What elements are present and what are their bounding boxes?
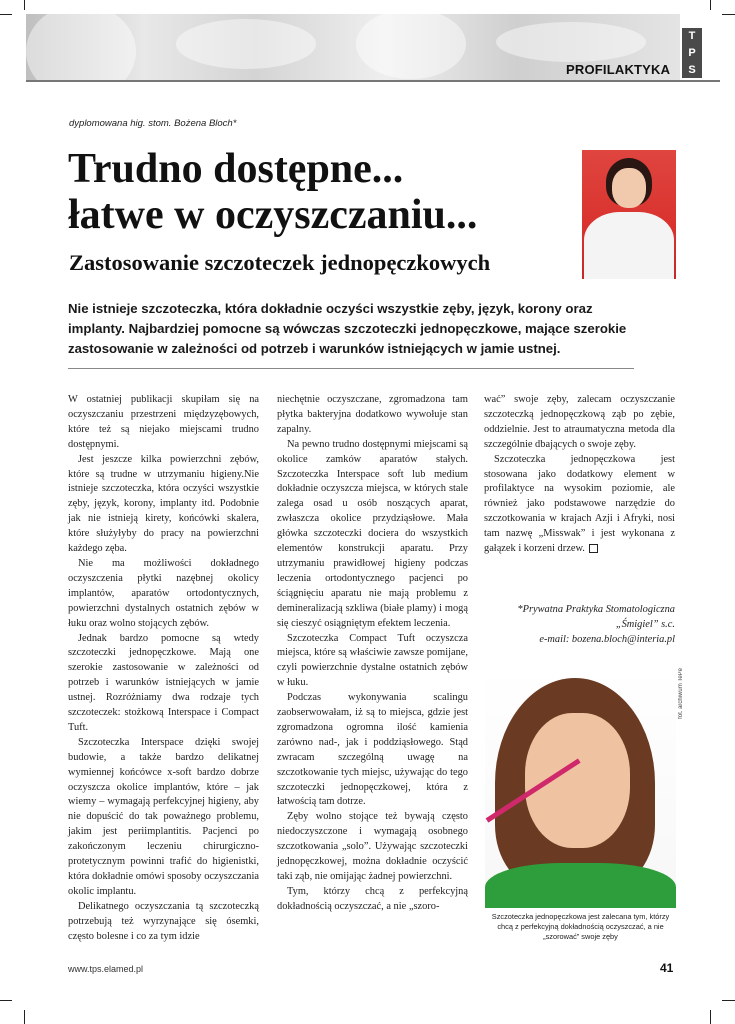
text-column-1 [68, 393, 259, 945]
badge-letter: S [688, 63, 696, 76]
crop-mark [710, 0, 711, 10]
affiliation-line: „Śmigiel” s.c. [615, 619, 675, 630]
end-of-article-icon [589, 544, 598, 553]
header-rule [26, 80, 720, 82]
article-subtitle: Zastosowanie szczoteczek jednopęczkowych [69, 250, 491, 275]
body-paragraph: Podczas wykonywania scalingu zaobserwowałam, iż są to miejsca, gdzie jest zgromadzona ogromna ilość kamienia zarówno nad-, jak i poddziąsłowego. Stąd zwracam szczególną uwagę na szczotkowanie tych miejsc, używając do tego szczoteczki jednopęczkowej, która z łatwością tam dotrze. [277, 692, 468, 808]
author-affiliation [484, 602, 675, 647]
photo-credit: fot. archiwum TePe [678, 668, 684, 719]
body-paragraph: Szczoteczka Compact Tuft oczyszcza miejsca, które są właściwie zawsze pomijane, czyli powierzchnie dystalne ostatnich zębów w łuku. [277, 632, 468, 689]
badge-letter: P [688, 46, 696, 59]
badge-letter: T [688, 30, 696, 43]
body-paragraph: Delikatnego oczyszczania tą szczoteczką potrzebują też wyrzynające się ósemki, często bolesne i co za tym idzie [68, 900, 259, 942]
crop-mark [722, 14, 735, 15]
article-title [68, 146, 477, 238]
article-photo [485, 668, 676, 908]
title-line: łatwe w oczyszczaniu... [68, 192, 478, 238]
body-paragraph: W ostatniej publikacji skupiłam się na oczyszczaniu przestrzeni międzyzębowych, które też są niejako miejscami trudno dostępnymi. [68, 394, 259, 450]
section-label: PROFILAKTYKA [566, 62, 671, 77]
body-paragraph: Tym, którzy chcą z perfekcyjną dokładnością oczyszczać, a nie „szoro- [277, 885, 468, 912]
body-paragraph: wać” swoje zęby, zalecam oczyszczanie szczoteczką jednopęczkową ząb po zębie, oddzielnie. Jest to atraumatyczna metoda dla szczególnie dbających o swoje zęby. [484, 394, 675, 450]
affiliation-email: e-mail: bozena.bloch@interia.pl [539, 634, 675, 645]
affiliation-line: *Prywatna Praktyka Stomatologiczna [517, 604, 675, 615]
crop-mark [24, 1010, 25, 1024]
author-byline: dyplomowana hig. stom. Bożena Bloch* [69, 118, 237, 129]
photo-caption: Szczoteczka jednopęczkowa jest zalecana tym, którzy chcą z perfekcyjną dokładnością oczyszczać, a nie „szorować” swoje zęby [491, 912, 670, 941]
author-portrait [582, 150, 676, 279]
page-number: 41 [660, 961, 674, 975]
body-paragraph-text: Szczoteczka jednopęczkowa jest stosowana jako dodatkowy element w profilaktyce na wysokim poziomie, ale również jako podstawowe narzędzie do szczotkowania w krajach Azji i Afryki, nosi tam nazwę „Misswak” i jest wykonana z gałązek i korzeni drzew. [484, 453, 675, 555]
lead-rule [68, 368, 634, 369]
body-paragraph: Nie ma możliwości dokładnego oczyszczenia płytki nazębnej okolicy implantów, aparatów ortodontycznych, powierzchni dystalnych ostatnich zębów w łuku oraz wolno stojących zębów. [68, 557, 259, 629]
text-column-3 [484, 393, 675, 557]
body-paragraph: Szczoteczka Interspace dzięki swojej budowie, a także bardzo delikatnej wymiennej końcówce x-soft bardzo dobrze oczyszcza okolice implantów, które – jak wiemy – wymagają perfekcyjnej higieny, aby nie dopuścić do tak poważnego problemu, jakim jest periimplantitis. Pacjenci po zakończonym leczeniu chirurgiczno-protetycznym powinni trafić do higienistki, która dokładnie omówi sposoby oczyszczania okolic implantu. [68, 736, 259, 897]
text-column-2 [277, 393, 468, 915]
body-paragraph: niechętnie oczyszczane, zgromadzona tam płytka bakteryjna dodatkowo wywołuje stan zapalny. [277, 394, 468, 435]
body-paragraph [484, 453, 675, 557]
body-paragraph: Jednak bardzo pomocne są wtedy szczoteczki jednopęczkowe. Mają one szerokie zastosowanie w zależności od potrzeb i warunków istniejących w jamie ustnej. Rozróżniamy dwa rodzaje tych szczoteczek: stożkową Interspace i Compact Tuft. [68, 632, 259, 733]
crop-mark [24, 0, 25, 10]
crop-mark [0, 1000, 12, 1001]
title-line: Trudno dostępne... [68, 146, 404, 192]
lead-paragraph: Nie istnieje szczoteczka, która dokładnie oczyści wszystkie zęby, język, korony oraz implanty. Najbardziej pomocne są wówczas szczoteczki jednopęczkowe, mające szerokie zastosowanie w zależności od potrzeb i warunków istniejących w jamie ustnej. [68, 301, 627, 356]
crop-mark [722, 1000, 735, 1001]
tps-badge [682, 28, 702, 78]
crop-mark [0, 14, 12, 15]
body-paragraph: Zęby wolno stojące też bywają często niedoczyszczone i wymagają osobnego szczotkowania „solo”. Używając szczoteczki jednopęczkowej, można dokładnie oczyścić taki ząb, nie omijając żadnej powierzchni. [277, 811, 468, 882]
body-paragraph: Na pewno trudno dostępnymi miejscami są okolice zamków aparatów stałych. Szczoteczka Interspace soft lub medium dokładnie oczyszcza miejsca, w których stale zalega osad u osób noszących aparat, zwłaszcza okolice przydziąsłowe. Mała główka szczoteczki dociera do wszystkich elementów konstrukcji aparatu. Przy utrzymaniu prawidłowej higieny podczas leczenia ortodontycznego pacjenci po ściągnięciu aparatu nie mają problemu z demineralizacją szkliwa (białe plamy) i mogą się cieszyć osiągniętym efektem leczenia. [277, 438, 468, 629]
body-paragraph: Jest jeszcze kilka powierzchni zębów, które są trudne w utrzymaniu higieny.Nie istnieje szczoteczka, która oczyści wszystkie zęby, język, korony, implanty itd. Podobnie jak nie istnieją kirety, końcówki skalera, które służyłyby do pracy na powierzchni każdego zęba. [68, 453, 259, 555]
footer-url: www.tps.elamed.pl [68, 964, 144, 974]
crop-mark [710, 1010, 711, 1024]
